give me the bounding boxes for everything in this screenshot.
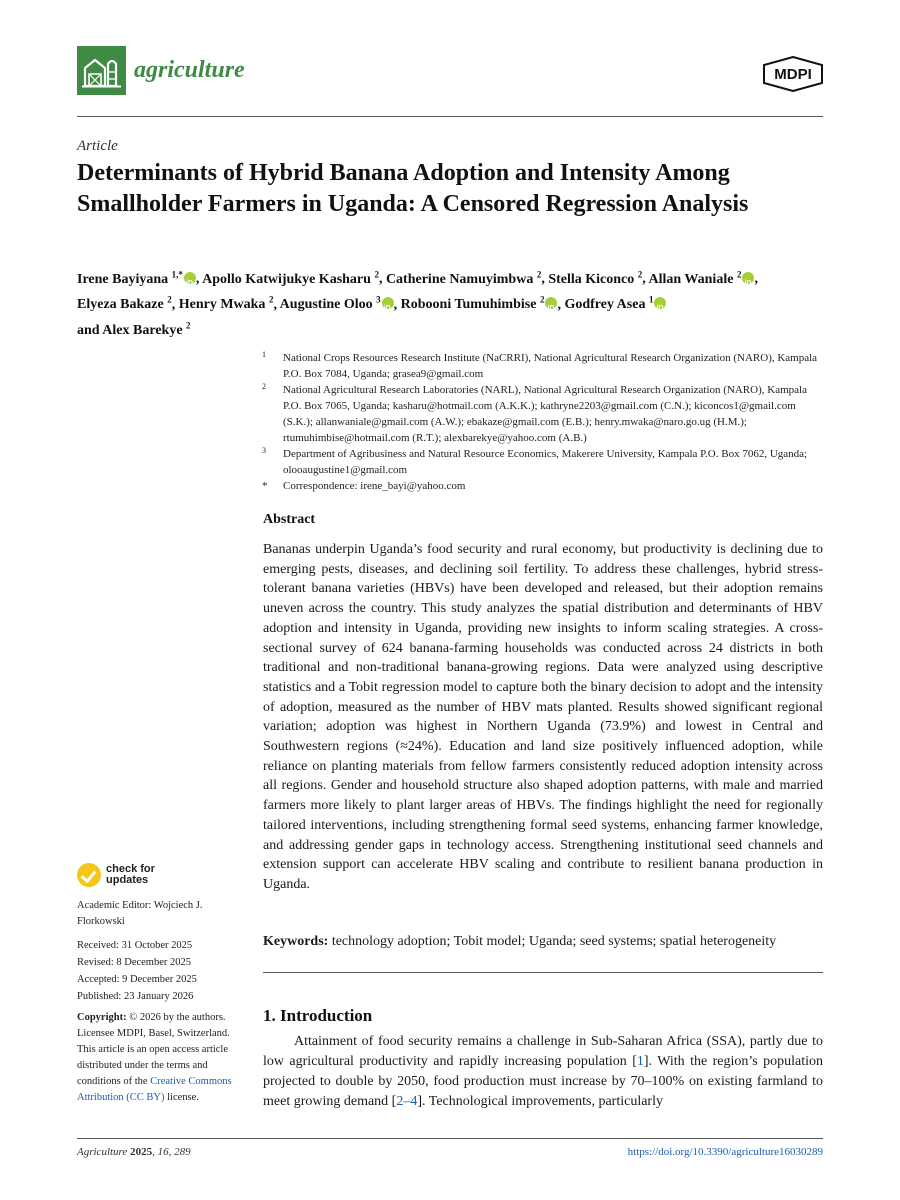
copyright-label: Copyright: <box>77 1012 127 1023</box>
check-updates-line2: updates <box>106 874 149 886</box>
doi-link[interactable]: https://doi.org/10.3390/agriculture16030289 <box>627 1146 823 1158</box>
checkmark-icon <box>77 863 101 887</box>
orcid-icon[interactable] <box>742 272 754 284</box>
footer-rule <box>77 1138 823 1139</box>
author-name: Godfrey Asea <box>564 297 646 313</box>
abstract-heading: Abstract <box>263 512 316 527</box>
author[interactable] <box>77 269 196 287</box>
intro-part1: Attainment of food security remains a challenge in Sub-Saharan Africa (SSA), partly due to low agricultural productivity and rapidly increasing population [ <box>263 1034 823 1069</box>
orcid-icon[interactable] <box>184 272 196 284</box>
citation-footer <box>77 1146 191 1158</box>
author[interactable] <box>385 269 542 287</box>
author-affiliation-mark: 2 <box>374 269 379 279</box>
author-affiliation-mark: 1 <box>648 294 654 305</box>
barn-icon <box>77 46 126 95</box>
mdpi-logo-text: MDPI <box>774 66 812 83</box>
footer-year: 2025 <box>130 1146 153 1158</box>
license-link[interactable]: Creative Commons Attribution (CC BY) <box>77 1076 232 1103</box>
check-updates-line1: check for <box>106 863 155 875</box>
affiliation-text: Correspondence: irene_bayi@yahoo.com <box>283 480 466 492</box>
license-suffix: license. <box>167 1092 199 1103</box>
author[interactable] <box>548 269 643 287</box>
orcid-icon[interactable] <box>382 297 394 309</box>
revised-date: Revised: 8 December 2025 <box>77 957 192 968</box>
received-date: Received: 31 October 2025 <box>77 940 193 951</box>
check-for-updates-badge[interactable] <box>77 863 155 887</box>
author-list: Irene Bayiyana $^{1,*}$iD , Apollo Katwijukye Kasharu $^2$, Catherine Namuyimbwa $^2$, Stella Kiconco $^2$, Allan Waniale $^2$iD , Elyeza Bakaze $^2$, Henry Mwaka $^2$, Augustine Oloo $^3$iD , Robooni Tumuhimbise $^2$iD , Godfrey Asea $^1$iD and Alex Barekye $^2$ <box>77 264 827 341</box>
journal-logo[interactable] <box>77 46 245 95</box>
author[interactable] <box>564 294 666 313</box>
author-name: Stella Kiconco <box>548 271 635 287</box>
author[interactable] <box>77 294 172 313</box>
affiliations <box>262 350 827 494</box>
accepted-date: Accepted: 9 December 2025 <box>77 974 197 985</box>
author-affiliation-mark: 2 <box>536 269 542 279</box>
author-name: Catherine Namuyimbwa <box>385 271 534 287</box>
author-affiliation-mark: 3 <box>376 294 381 305</box>
affiliation-mark: 1 <box>262 350 266 359</box>
author-name: Irene Bayiyana <box>77 271 169 287</box>
author-name: Augustine Oloo <box>279 297 373 313</box>
article-type: Article <box>77 138 118 154</box>
orcid-icon[interactable] <box>545 297 557 309</box>
affiliation-text: National Agricultural Research Laboratories (NARL), National Agricultural Research Organization (NARO), Kampala P.O. Box 7065, Uganda; kasharu@hotmail.com (A.K.K.); kathryne2203@gmail.com (C.N.); kiconcos1@gmail.com (S.K.); allanwaniale@gmail.com (A.W.); ebakaze@gmail.com (E.B.); henry.mwaka@naro.go.ug (H.M.); rtumuhimbise@hotmail.com (R.T.); alexbarekye@yahoo.com (A.B.) <box>283 384 807 444</box>
author-name: Elyeza Bakaze <box>77 297 164 313</box>
author-affiliation-mark: 1,* <box>171 269 183 279</box>
affiliation-mark: 2 <box>262 382 266 391</box>
introduction-text <box>263 1032 823 1112</box>
author[interactable] <box>400 294 558 313</box>
affiliation-text: National Crops Resources Research Institute (NaCRRI), National Agricultural Research Organization (NARO), Kampala P.O. Box 7084, Uganda; grasea9@gmail.com <box>283 352 818 380</box>
affiliation-text: Department of Agribusiness and Natural Resource Economics, Makerere University, Kampala P.O. Box 7062, Uganda; olooaugustine1@gmail.com <box>283 448 808 476</box>
affiliation-item <box>262 350 827 382</box>
copyright-text: © 2026 by the authors. Licensee MDPI, Basel, Switzerland. This article is an open access article distributed under the terms and conditions of the <box>77 1012 230 1087</box>
author-affiliation-mark: 2 <box>637 269 643 279</box>
author-affiliation-mark: 2 <box>736 269 742 279</box>
academic-editor: Academic Editor: Wojciech J. Florkowski <box>77 900 203 927</box>
affiliation-mark: * <box>262 480 268 492</box>
author-name: Henry Mwaka <box>178 297 266 313</box>
author-affiliation-mark: 2 <box>186 320 191 331</box>
author[interactable] <box>279 294 394 313</box>
keywords <box>263 932 823 951</box>
author-name: and Alex Barekye <box>77 322 183 338</box>
introduction-heading: 1. Introduction <box>263 1006 373 1025</box>
author[interactable] <box>77 320 191 338</box>
author-name: Allan Waniale <box>648 271 734 287</box>
author-affiliation-mark: 2 <box>268 294 274 305</box>
intro-part2: ]. With the region’s population projected to double by 2050, food production must increase by 70–100% on existing farmland to meet growing demand [ <box>263 1054 823 1109</box>
keywords-label: Keywords: <box>263 934 329 949</box>
copyright-notice <box>77 1010 247 1106</box>
affiliation-mark: 3 <box>262 446 266 455</box>
author-affiliation-mark: 2 <box>539 294 545 305</box>
citation-link[interactable]: 1 <box>636 1054 644 1069</box>
affiliation-item <box>262 478 827 494</box>
orcid-icon[interactable] <box>654 297 666 309</box>
mdpi-logo[interactable] <box>762 56 824 97</box>
affiliation-item <box>262 382 827 446</box>
author-name: Apollo Katwijukye Kasharu <box>202 271 371 287</box>
published-date: Published: 23 January 2026 <box>77 991 194 1002</box>
intro-part3: ]. Technological improvements, particularly <box>417 1094 663 1109</box>
article-title: Determinants of Hybrid Banana Adoption and Intensity Among Smallholder Farmers in Uganda: A Censored Regression Analysis <box>77 160 749 217</box>
footer-journal: Agriculture <box>77 1146 128 1158</box>
abstract-text: Bananas underpin Uganda’s food security and rural economy, but productivity is declining due to emerging pests, diseases, and declining soil fertility. To address these challenges, hybrid stress-tolerant banana varieties (HBVs) have been developed and released, but their adoption remains uneven across the country. This study analyzes the spatial distribution and determinants of HBV adoption and intensity in Uganda, providing new insights to inform scaling strategies. A cross-sectional survey of 624 banana-farming households was conducted across 24 districts in both traditional and non-traditional banana-growing regions. Data were analyzed using descriptive statistics and a Tobit regression model to capture both the binary decision to adopt and the intensity of adoption, measured as the number of HBV mats planted. Results showed significant regional variation; adoption was highest in Northern Uganda (73.9%) and lowest in Central and Southwestern regions (≈24%). Education and land size positively influenced adoption, while reliance on planting materials from fellow farmers consistently reduced adoption intensity across all regions. Gender and household structure also shaped adoption patterns, with male and married farmers more likely to plant larger areas of HBVs. The findings highlight the need for regionally tailored interventions, including strengthening formal seed systems, enhancing farmer knowledge, and addressing gender gaps in technology access. Strengthening institutional seed channels and extension support can accelerate HBV scaling and contribute to resilient banana production in Uganda. <box>263 542 823 892</box>
journal-name: agriculture <box>134 57 245 83</box>
author-name: Robooni Tumuhimbise <box>400 297 537 313</box>
keywords-text: technology adoption; Tobit model; Uganda; seed systems; spatial heterogeneity <box>331 934 777 949</box>
header-rule <box>77 116 823 117</box>
citation-link[interactable]: 2–4 <box>396 1094 418 1109</box>
footer-volume-page: , 16, 289 <box>152 1146 191 1158</box>
affiliation-item <box>262 446 827 478</box>
author[interactable] <box>202 269 379 287</box>
abstract-rule <box>263 972 823 973</box>
author[interactable] <box>648 269 755 287</box>
author-affiliation-mark: 2 <box>167 294 172 305</box>
author[interactable] <box>178 294 274 313</box>
